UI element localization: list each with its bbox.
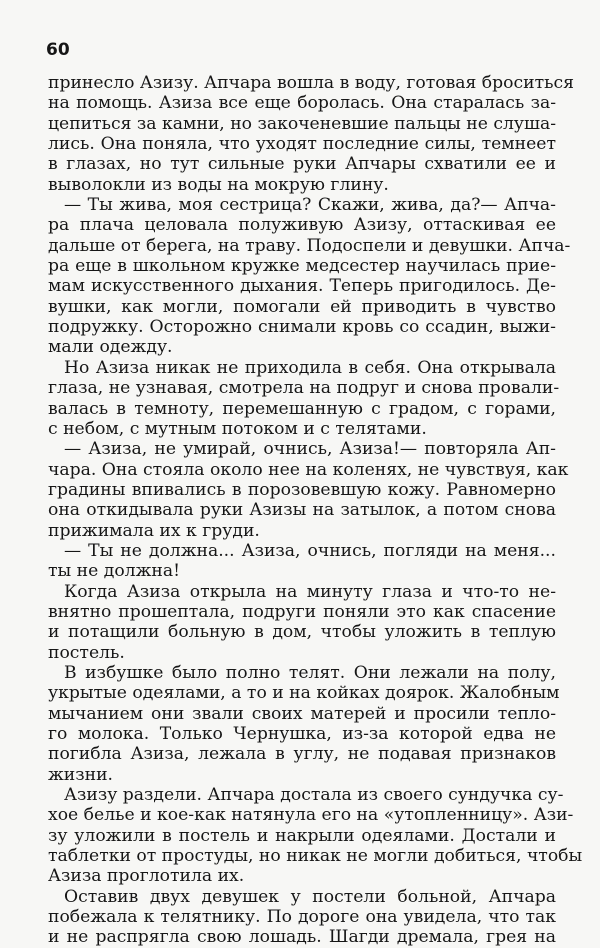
text-line: внятно прошептала, подруги поняли это как спасение bbox=[48, 601, 556, 622]
text-line: погибла Азиза, лежала в углу, не подавая признаков bbox=[48, 744, 556, 765]
text-line: — Азиза, не умирай, очнись, Азиза!— повторяла Ап- bbox=[64, 439, 556, 460]
text-line: с небом, с мутным потоком и с телятами. bbox=[48, 418, 427, 439]
text-line: прижимала их к груди. bbox=[48, 520, 260, 541]
text-line: в глазах, но тут сильные руки Апчары схватили ее и bbox=[48, 154, 556, 175]
text-line: вушки, как могли, помогали ей приводить в чувство bbox=[48, 296, 556, 317]
text-line: и потащили больную в дом, чтобы уложить в теплую bbox=[48, 622, 556, 643]
text-line: мычанием они звали своих матерей и просили тепло- bbox=[48, 703, 556, 724]
text-line: на помощь. Азиза все еще боролась. Она старалась за- bbox=[48, 93, 556, 114]
text-line: Но Азиза никак не приходила в себя. Она открывала bbox=[64, 357, 556, 378]
text-line: лись. Она поняла, что уходят последние силы, темнеет bbox=[48, 134, 556, 155]
text-line: — Ты жива, моя сестрица? Скажи, жива, да?— Апча- bbox=[64, 195, 556, 216]
text-line: Когда Азиза открыла на минуту глаза и что-то не- bbox=[64, 581, 556, 602]
text-line: ты не должна! bbox=[48, 561, 181, 582]
text-line: глаза, не узнавая, смотрела на подруг и снова провали- bbox=[48, 378, 560, 399]
text-line: хое белье и кое-как натянула его на «утопленницу». Ази- bbox=[48, 805, 574, 826]
page-text bbox=[48, 73, 583, 948]
text-line: таблетки от простуды, но никак не могли добиться, чтобы bbox=[48, 846, 583, 867]
text-line: подружку. Осторожно снимали кровь со ссадин, выжи- bbox=[48, 317, 556, 338]
text-line: чара. Она стояла около нее на коленях, не чувствуя, как bbox=[48, 459, 569, 480]
text-line: принесло Азизу. Апчара вошла в воду, готовая броситься bbox=[48, 73, 574, 93]
text-line: она откидывала руки Азизы на затылок, а потом снова bbox=[48, 500, 556, 521]
text-line: Азиза проглотила их. bbox=[48, 866, 245, 887]
text-line: ра еще в школьном кружке медсестер научилась прие- bbox=[48, 256, 556, 277]
text-line: постель. bbox=[48, 642, 125, 663]
text-line: валась в темноту, перемешанную с градом, с горами, bbox=[48, 398, 556, 419]
text-line: ра плача целовала полуживую Азизу, оттаскивая ее bbox=[48, 215, 556, 236]
text-line: мали одежду. bbox=[48, 337, 173, 358]
text-line: побежала к телятнику. По дороге она увидела, что так bbox=[48, 907, 556, 928]
text-line: выволокли из воды на мокрую глину. bbox=[48, 174, 389, 195]
text-line: зу уложили в постель и накрыли одеялами. Достали и bbox=[48, 825, 556, 846]
page-number: 60 bbox=[46, 40, 70, 60]
text-line: Оставив двух девушек у постели больной, Апчара bbox=[64, 886, 556, 907]
text-line: го молока. Только Чернушка, из-за которой едва не bbox=[48, 724, 556, 744]
text-line: мам искусственного дыхания. Теперь пригодилось. Де- bbox=[48, 276, 556, 297]
text-line: жизни. bbox=[48, 764, 114, 785]
text-line: градины впивались в порозовевшую кожу. Равномерно bbox=[48, 479, 556, 500]
text-line: дальше от берега, на траву. Подоспели и девушки. Апча- bbox=[48, 235, 571, 256]
text-line: укрытые одеялами, а то и на койках доярок. Жалобным bbox=[48, 683, 560, 704]
text-line: — Ты не должна... Азиза, очнись, погляди на меня... bbox=[64, 540, 556, 561]
text-line: Азизу раздели. Апчара достала из своего сундучка су- bbox=[64, 785, 564, 806]
text-line: цепиться за камни, но закоченевшие пальцы не слуша- bbox=[48, 113, 557, 134]
text-line: и не распрягла свою лошадь. Шагди дремала, грея на bbox=[48, 927, 556, 948]
text-line: В избушке было полно телят. Они лежали на полу, bbox=[64, 662, 556, 683]
